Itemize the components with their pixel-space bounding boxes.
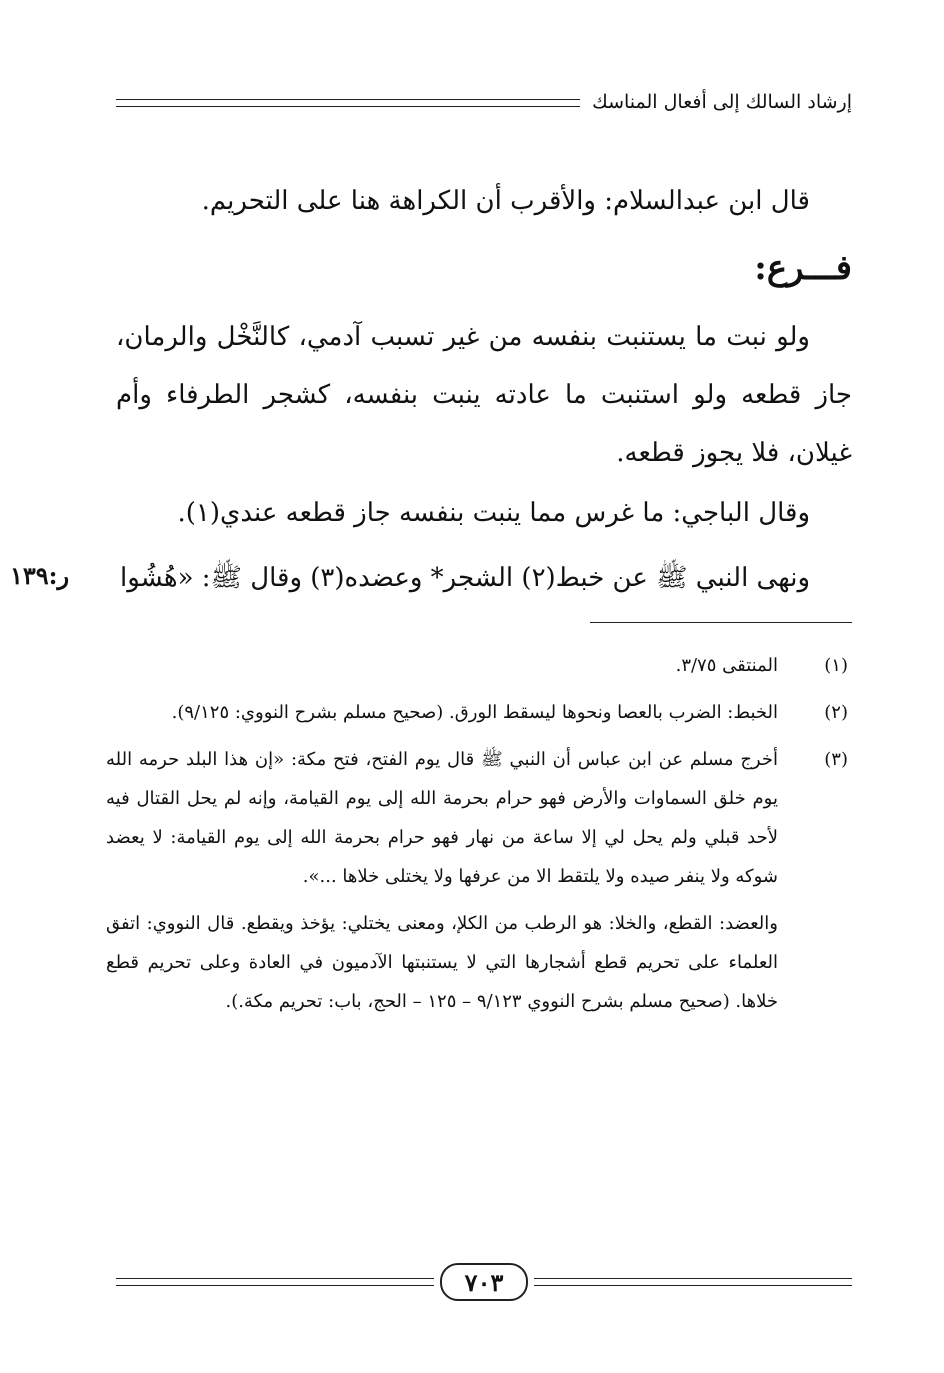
footnote-number: (٢): [824, 702, 848, 723]
paragraph-prophet-prohibition: ونهى النبي ﷺ عن خبط(٢) الشجر* وعضده(٣) وقال ﷺ: «هُشُوا: [120, 563, 810, 593]
page-footer: [116, 1262, 852, 1302]
running-header: [116, 82, 852, 122]
footnotes: [106, 646, 852, 1021]
footnote-text: أخرج مسلم عن ابن عباس أن النبي ﷺ قال يوم الفتح، فتح مكة: «إن هذا البلد حرمه الله يوم خلق السماوات والأرض فهو حرام بحرمة الله إلى يوم القيامة، وإنه لم يحل القتال فيه لأحد قبلي ولم يحل لي إلا ساعة من نهار فهو حرام بحرمة الله إلى يوم القيامة: لا يعضد شوكه ولا ينفر صيده ولا يلتقط الا من عرفها ولا يختلى خلاها ...».: [106, 749, 778, 887]
footer-rule-right: [534, 1278, 852, 1286]
footnote-1: [106, 646, 852, 685]
footer-rule-left: [116, 1278, 434, 1286]
header-rule: [116, 99, 580, 107]
footnote-number: (١): [824, 655, 848, 676]
header-title: إرشاد السالك إلى أفعال المناسك: [592, 91, 852, 113]
footnote-text: الخبط: الضرب بالعصا ونحوها ليسقط الورق. (صحيح مسلم بشرح النووي: ٩/١٢٥).: [171, 702, 778, 723]
paragraph-naturally-grown: ولو نبت ما يستنبت بنفسه من غير تسبب آدمي، كالنَّخْل والرمان، جاز قطعه ولو استنبت ما عادته ينبت بنفسه، كشجر الطرفاء وأم غيلان، فلا يجوز قطعه.: [116, 322, 852, 468]
section-heading: فـــرع:: [754, 248, 852, 288]
footnote-2: [106, 693, 852, 732]
footnote-text: المنتقى ٣/٧٥.: [675, 655, 778, 676]
paragraph-al-baji: وقال الباجي: ما غرس مما ينبت بنفسه جاز قطعه عندي(١).: [177, 498, 810, 528]
footnote-3-continuation: والعضد: القطع، والخلا: هو الرطب من الكلإ، ومعنى يختلي: يؤخذ ويقطع. قال النووي: اتفق العلماء على تحريم قطع أشجارها التي لا يستنبتها الآدميون في العادة وعلى تحريم قطع خلاها. (صحيح مسلم بشرح النووي ٩/١٢٣ – ١٢٥ – الحج، باب: تحريم مكة.).: [106, 913, 778, 1012]
margin-reference: ر:١٣٩: [10, 561, 70, 590]
footnote-separator: [590, 622, 852, 623]
footnote-number: (٣): [824, 749, 848, 770]
footnote-3: [106, 740, 852, 896]
page-number: ٧٠٣: [440, 1263, 528, 1301]
paragraph-ibn-abdussalam: قال ابن عبدالسلام: والأقرب أن الكراهة هنا على التحريم.: [201, 186, 810, 216]
